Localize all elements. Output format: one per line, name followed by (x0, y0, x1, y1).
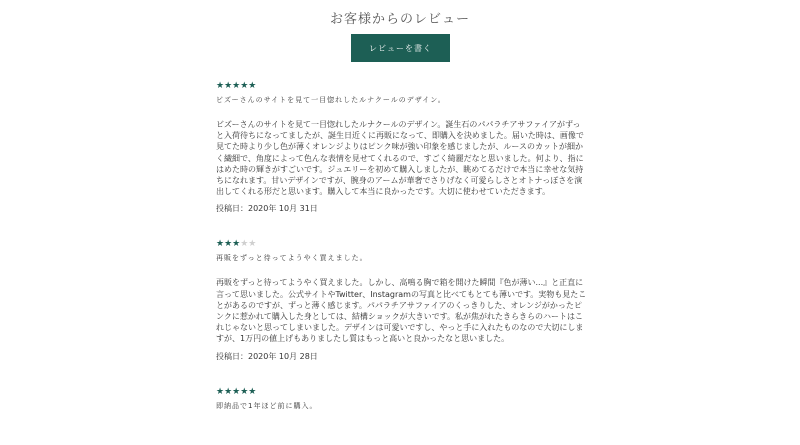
star-empty-icon: ★★ (240, 239, 257, 250)
star-rating (216, 238, 588, 250)
review-item (216, 80, 588, 214)
review-date: 投稿日：2020年 10月 28日 (216, 351, 318, 361)
write-review-button[interactable]: レビューを書く (351, 34, 450, 62)
star-icon: ★★★★★ (216, 81, 257, 91)
review-list (216, 76, 588, 412)
review-title: 再販をずっと待ってようやく買えました。 (216, 254, 368, 263)
star-rating (216, 386, 588, 398)
star-rating (216, 80, 588, 92)
review-title: ビズーさんのサイトを見て一目惚れしたルナクールのデザイン。 (216, 96, 446, 104)
star-icon: ★★★★★ (216, 386, 257, 397)
review-divider (216, 214, 588, 234)
star-icon: ★★★ (216, 239, 241, 250)
review-body: ビズーさんのサイトを見て一目惚れしたルナクールのデザイン。誕生石のパパラチアサファイアがずっと入荷待ちになってましたが、誕生日近くに再販になって、即購入を決めました。届いた時は、画像で見てた時より少し色が薄くオレンジよりはピンク味が強い印象を感じましたが、ルースのカットが細かく繊細で、角度によって色んな表情を見せてくれるので、すごく綺麗だなと思いました。何より、指にはめた時の輝きがすごいです。ジュエリーを初めて購入しましたが、眺めてるだけで本当に幸せな気持ちになれます。甘いデザインですが、腕身のアームが華奢でさりげなく可愛らしさとオトナっぽさを演出してくれる形だと思います。購入して本当に良かったです。大切に使わせていただきます。 (216, 120, 584, 197)
review-title: 即納品で1年ほど前に購入。 (216, 401, 318, 410)
section-title: お客様からのレビュー (329, 12, 470, 27)
review-divider (216, 362, 588, 382)
review-body: 再販をずっと待ってようやく買えました。しかし、高鳴る胸で箱を開けた瞬間『色が薄い...』と正直に言って思いました。公式サイトやTwitter、Instagramの写真と比べてもとても薄いです。実物も見たことがあるのですが、ずっと薄く感じます。パパラチアサファイアのくっきりした、オレンジがかったピンクに惹かれて購入した身としては、結構ショックが大きいです。私が焦がれたきらきらのハートはこれじゃないと思ってしまいました。デザインは可愛いですし、やっと手に入れたものなので大切にしますが、1万円の値上げもありましたし質はもっと高いと良かったなと思いました。 (216, 278, 587, 344)
review-item (216, 238, 588, 361)
review-item (216, 386, 588, 412)
review-date: 投稿日：2020年 10月 31日 (216, 204, 318, 214)
